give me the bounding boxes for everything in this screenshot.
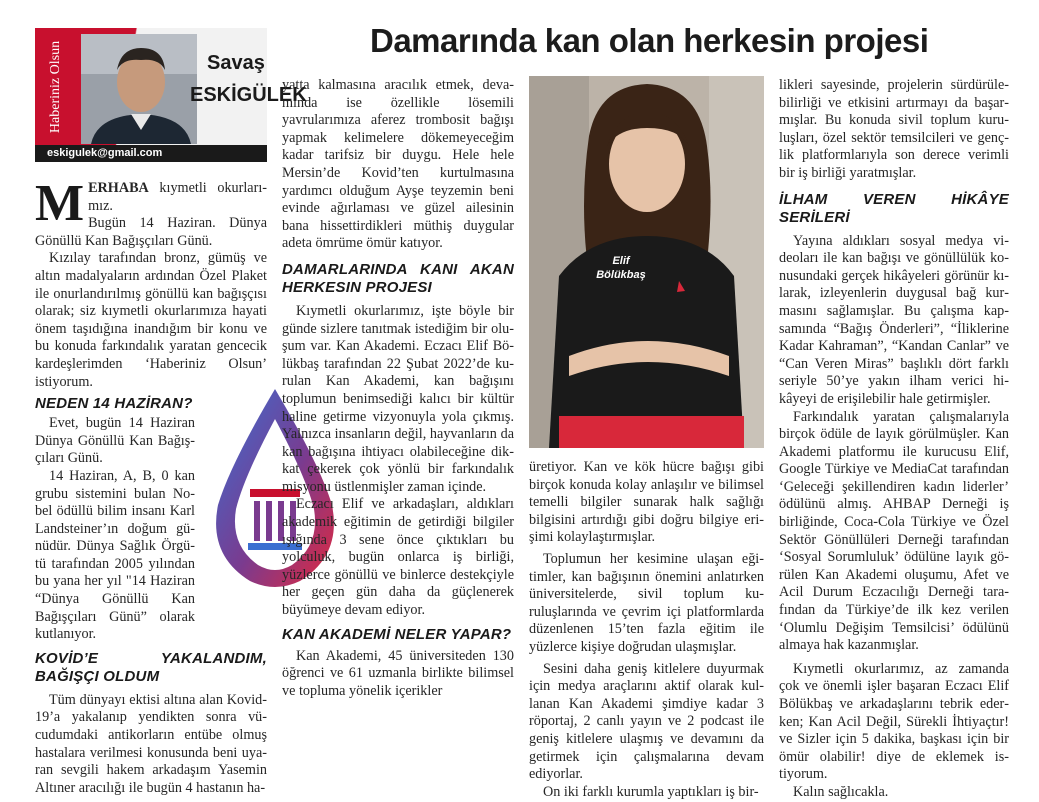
logo-wrap-space	[282, 338, 342, 548]
subheading: İLHAM VEREN HİKÂYE SERİLERİ	[779, 190, 1009, 226]
paragraph: üretiyor. Kan ve kök hücre bağışı gibi birçok konuda kolay anlaşılır ve bilimsel temelli bilgiler sunarak halk sağlığı bilgisini artırdığı gibi doğru bilgiye erişimi kolaylaştırmışlar.	[529, 459, 764, 546]
author-photo	[81, 34, 197, 144]
paragraph: Sesini daha geniş kitlelere duyurmak için medya araçlarını aktif olarak kullanan Kan Akademi şimdiye kadar 3 röportaj, 2 canlı yayın ve 2 podcast ile geniş kitlelere ulaşmış ve devamını da getirmek için çalışmalarına devam ediyorlar.	[529, 660, 764, 783]
author-email[interactable]: eskigulek@gmail.com	[35, 145, 267, 162]
author-last-name: ESKİGÜLEK	[190, 84, 307, 106]
paragraph: Kıymetli okurlarımız, az zamanda çok ve önemli işler başaran Eczacı Elif Bölükbaş ve arkadaşlarını tebrik ederken; Kan Acil Değil, Sürekli İhtiyaçtır! ve Sizler için 5 dakika, başkası için bir ömür olabilir! diye de eklemek istiyorum.	[779, 660, 1009, 783]
paragraph: Toplumun her kesimine ulaşan eğitimler, kan bağışının önemini anlatırken üniversitelerde, sivil toplum kuruluşlarında ve çevrim içi platformlarda düzenlenen 15’ten fazla eğitim ile yüzlerce kişiye doğrudan ulaşmışlar.	[529, 550, 764, 655]
intro-paragraph: MERHABA kıymetli okurlarımız.	[35, 175, 267, 232]
paragraph: Tüm dünyayı ektisi altına alan Kovid-19’a yakalanıp yendikten sonra vücudumdaki antikorların entübe olmuş hastalara verilmesi konusunda beni uyaran sevgili hakem arkadaşım Yasemin Altıner aracılığı ile bugün 4 hastanın ha-	[35, 691, 267, 796]
paragraph: 14 Haziran, A, B, 0 kan grubu sistemini bulan Nobel ödüllü bilim insanı Karl Landsteiner’ın doğum günüdür. Dünya Sağlık Örgütü tarafından 2005 yılından bu yana her yıl "14 Haziran “Dünya Gönüllü Kan Bağışçıları Günü” olarak kutlanıyor.	[35, 467, 195, 643]
portrait-photo	[529, 76, 764, 448]
paragraph: Kalın sağlıcakla.	[793, 783, 889, 800]
subheading: KAN AKADEMİ NELER YAPAR?	[282, 625, 512, 643]
intro-bold: ERHABA	[88, 180, 149, 196]
paragraph: Evet, bugün 14 Haziran Dünya Gönüllü Kan Bağışçıları Günü.	[35, 415, 195, 467]
column-name: Haberiniz Olsun	[48, 40, 63, 133]
paragraph: Yayına aldıkları sosyal medya videoları ile kan bağışı ve gönüllülük konusundaki gerçek hikâyeleri görünür kılarak, izleyenlerin duygusal bağ kurmasını sağlamışlar. Bu çalışma kapsamında “Bağış Önderleri”, “İliklerine Kadar Kahraman”, “Kandan Canlar” ve “Can Veren Miras” başlıklı dört farklı seriyle 50’ye yakın ilham verici hikâyeyi de erişilebilir hale getirmişler.	[779, 232, 1009, 407]
paragraph: likleri sayesinde, projelerin sürdürülebilirliği ve etkisini artırmayı da başarmışlar. Bu konuda sivil toplum kuruluşları, özel sektör temsilcileri ve gençlik platformlarıyla son derece verimli bir iş birliği yaratmışlar.	[779, 77, 1009, 181]
subheading: NEDEN 14 HAZİRAN?	[35, 395, 193, 413]
paragraph: Farkındalık yaratan çalışmalarıyla birçok ödüle de layık görülmüşler. Kan Akademi platformu ile kurucusu Elif, Google Türkiye ve MediaCat tarafından ‘Geleceği şekillendiren kadın liderler’ ödülünü almış. AHBAP Derneği iş birliğinde, Coca-Cola Türkiye ve Özel Sektör Gönüllüleri Derneği tarafından ‘Sosyal Sorumluluk’ ödülüne layık görülen Kan Akademi oluşumu, Afet ve Acil Durum Eczacılığı Derneği tarafından da Türkiye’de ilk kez verilen ‘Olumlu Değişim Temsilcisi’ ödülünü almaya hak kazanmışlar.	[779, 408, 1009, 654]
paragraph: Kan Akademi, 45 üniversiteden 130 öğrenci ve 61 uzmanla birlikte bilimsel ve topluma yönelik içerikler	[282, 647, 514, 699]
author-box	[35, 28, 307, 145]
column-3	[529, 459, 764, 801]
photo-caption: Elif Bölükbaş	[596, 255, 646, 281]
paragraph: Eczacı Elif ve arkadaşları, aldıkları akademik eğitimin de getirdiği bilgiler ışığında 3 sene önce çıktıkları bu yolculuk, bugün onlarca iş birliği, yüzlerce gönüllü ve binlerce destekçiyle her geçen gün daha da güçlenerek büyümeye devam ediyor.	[282, 496, 514, 619]
author-first-name: Savaş	[207, 52, 265, 74]
headline: Damarında kan olan herkesin projesi	[370, 22, 929, 59]
paragraph: Bugün 14 Haziran. Dünya Gönüllü Kan Bağışçıları Günü.	[35, 215, 267, 249]
column-4	[779, 77, 1009, 802]
paragraph: Kıymetli okurlarımız, işte böyle bir günde sizlere tanıtmak istediğim bir oluşum var. Kan Akademi. Eczacı Elif Bölükbaş tarafından 22 Şubat 2022’de kurulan Kan Akademi, kan bağışını toplumun benimsediği kalıcı bir kültür haline getirme vizyonuyla yola çıkmış. Yalnızca insanların değil, hayvanların da kan bağışına ihtiyacı olabileceğine dikkat çekerek çok yönlü bir farkındalık misyonu üstlenmişler zaman içinde.	[282, 302, 514, 495]
paragraph: On iki farklı kurumla yaptıkları iş bir-	[543, 783, 759, 800]
paragraph: yatta kalmasına aracılık etmek, devamında ise özellikle lösemili yavrularımıza aferez trombosit bağışı yapmak kelimelere dökemeyeceğim kadar tarifsiz bir duygu. Hele hele Mersin’de Kovid’ten kurtulmasına yardımcı olduğum Ayşe teyzemin beni evinde ağırlaması ve güzel ailesinin bana hissettirdikleri müthiş duygular adeta ömrüme ömür katıyor.	[282, 77, 514, 252]
subheading: DAMARLARINDA KANI AKAN HERKESIN PROJESI	[282, 260, 514, 296]
paragraph: Kızılay tarafından bronz, gümüş ve altın madalyaların ardından Özel Plaket ile onurlandırılmış gönüllü kan bağışçısı olarak; siz kıymetli okurlarımıza hayati önem taşıdığına inandığım bir konu ve bu konuda farkındalık yaratan gencecik kardeşlerimden ‘Haberiniz Olsun’ istiyorum.	[35, 250, 267, 390]
subheading: KOVİD’E YAKALANDIM, BAĞIŞÇI OLDUM	[35, 649, 267, 685]
dropcap: M	[35, 175, 85, 232]
